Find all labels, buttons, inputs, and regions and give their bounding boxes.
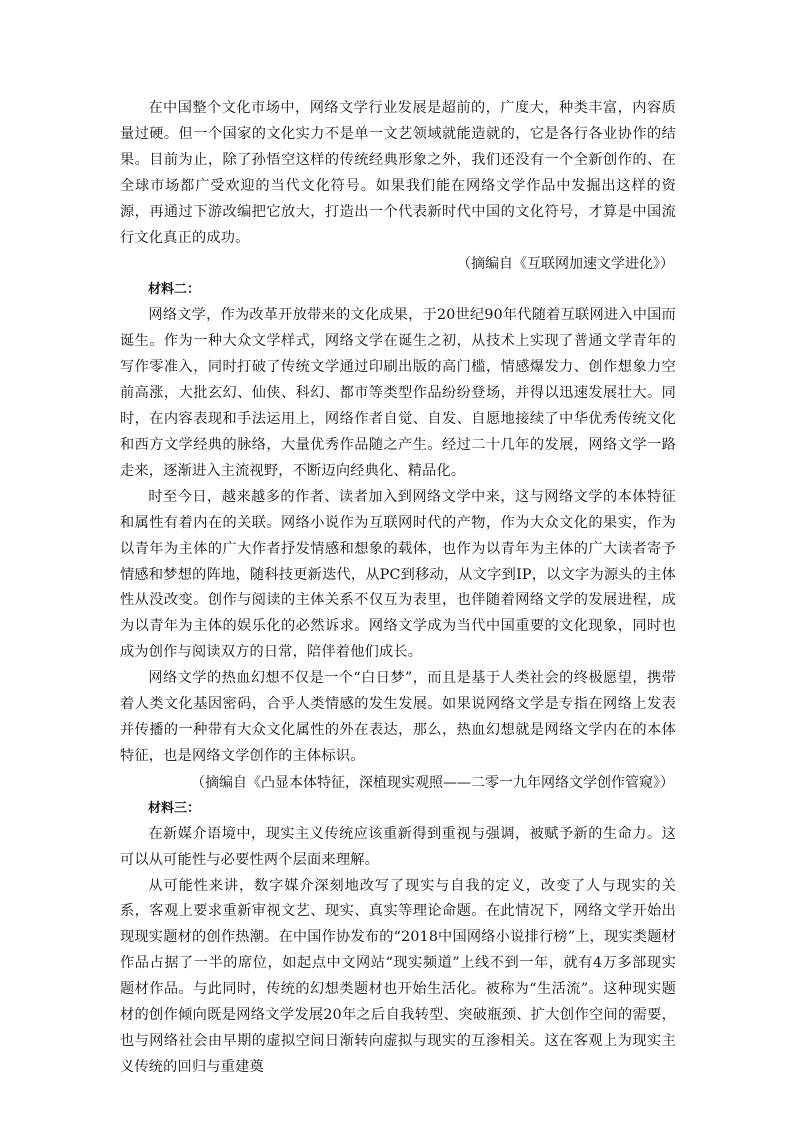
material-two-paragraph-1: 网络文学，作为改革开放带来的文化成果，于20世纪90年代随着互联网进入中国而诞生。作为一种大众文学样式，网络文学在诞生之初，从技术上实现了普通文学青年的写作零准入，同时打破了传统文学通过印刷出版的高门槛，情感爆发力、创作想象力空前高涨，大批玄幻、仙侠、科幻、都市等类型作品纷纷登场，并得以迅速发展壮大。同时，在内容表现和手法运用上，网络作者自觉、自发、自愿地接续了中华优秀传统文化和西方文学经典的脉络，大量优秀作品随之产生。经过二十几年的发展，网络文学一路走来，逐渐进入主流视野，不断迈向经典化、精品化。 bbox=[120, 307, 676, 479]
material-two-source: （摘编自《凸显本体特征，深植现实观照——二零一九年网络文学创作管窥》） bbox=[191, 774, 674, 791]
material-three-paragraph-1: 在新媒介语境中，现实主义传统应该重新得到重视与强调，被赋予新的生命力。这可以从可能性与必要性两个层面来理解。 bbox=[120, 825, 676, 868]
material-two-paragraph-3: 网络文学的热血幻想不仅是一个“白日梦”，而且是基于人类社会的终极愿望，携带着人类文化基因密码，合乎人类情感的发生发展。如果说网络文学是专指在网络上发表并传播的一种带有大众文化属性的外在表达，那么，热血幻想就是网络文学内在的本体特征，也是网络文学创作的主体标识。 bbox=[120, 670, 676, 764]
material-two-paragraph-2: 时至今日，越来越多的作者、读者加入到网络文学中来，这与网络文学的本体特征和属性有着内在的关联。网络小说作为互联网时代的产物，作为大众文化的果实，作为以青年为主体的广大作者抒发情感和想象的载体，也作为以青年为主体的广大读者寄予情感和梦想的阵地，随科技更新迭代，从PC到移动，从文字到IP，以文字为源头的主体性从没改变。创作与阅读的主体关系不仅互为表里，也伴随着网络文学的发展进程，成为以青年为主体的娱乐化的必然诉求。网络文学成为当代中国重要的文化现象，同时也成为创作与阅读双方的日常，陪伴着他们成长。 bbox=[120, 488, 676, 661]
material-one-paragraph-1: 在中国整个文化市场中，网络文学行业发展是超前的，广度大，种类丰富，内容质量过硬。但一个国家的文化实力不是单一文艺领域就能造就的，它是各行各业协作的结果。目前为止，除了孙悟空这样的传统经典形象之外，我们还没有一个全新创作的、在全球市场都广受欢迎的当代文化符号。如果我们能在网络文学作品中发掘出这样的资源，再通过下游改编把它放大，打造出一个代表新时代中国的文化符号，才算是中国流行文化真正的成功。 bbox=[120, 100, 676, 246]
material-one-source: （摘编自《互联网加速文学进化》） bbox=[457, 256, 674, 273]
material-three-paragraph-2: 从可能性来讲，数字媒介深刻地改写了现实与自我的定义，改变了人与现实的关系，客观上要求重新审视文艺、现实、真实等理论命题。在此情况下，网络文学开始出现现实题材的创作热潮。在中国作协发布的“2018中国网络小说排行榜”上，现实类题材作品占据了一半的席位，如起点中文网站“现实频道”上线不到一年，就有4万多部现实题材作品。与此同时，传统的幻想类题材也开始生活化。被称为“生活流”。这种现实题材的创作倾向既是网络文学发展20年之后自我转型、突破瓶颈、扩大创作空间的需要，也与网络社会由早期的虚拟空间日渐转向虚拟与现实的互渗相关。这在客观上为现实主义传统的回归与重建奠 bbox=[120, 877, 676, 1075]
material-three-label: 材料三： bbox=[148, 800, 201, 816]
document-page bbox=[120, 96, 676, 1081]
material-two-label: 材料二： bbox=[148, 282, 201, 298]
